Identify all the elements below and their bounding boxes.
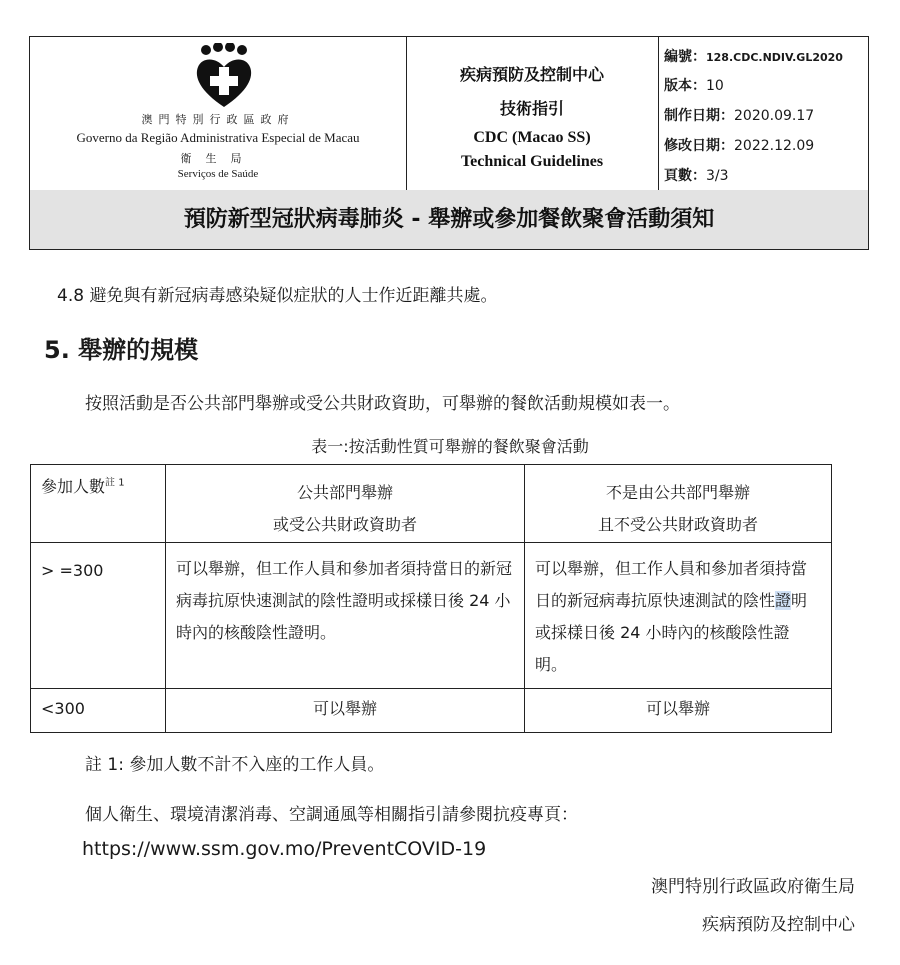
header-private: 不是由公共部門舉辦 且不受公共財政資助者 [525,465,832,543]
event-scale-table [30,464,832,733]
table-row [31,689,832,733]
header-public: 公共部門舉辦 或受公共財政資助者 [166,465,525,543]
public-requirement-cell: 可以舉辦，但工作人員和參加者須持當日的新冠病毒抗原快速測試的陰性證明或採樣日後 24 小時內的核酸陰性證明。 [166,543,525,689]
item-4-8: 4.8 避免與有新冠病毒感染疑似症狀的人士作近距離共處。 [57,286,498,306]
signature-bureau: 澳門特別行政區政府衛生局 [651,877,855,897]
note-1-mark: 註 1 [105,477,125,489]
section-5-intro: 按照活動是否公共部門舉辦或受公共財政資助，可舉辦的餐飲活動規模如表一。 [85,394,680,414]
note-1: 註 1: 參加人數不計不入座的工作人員。 [85,755,385,775]
department-name-pt: Serviços de Saúde [177,168,259,180]
table-header-row [31,465,832,543]
health-bureau-logo-icon [194,43,254,109]
private-requirement-cell: 可以舉辦，但工作人員和參加者須持當日的新冠病毒抗原快速測試的陰性證明或採樣日後 24 小時內的核酸陰性證明。 [525,543,832,689]
guideline-title-en-1: CDC (Macao SS) [473,129,591,146]
hygiene-reference: 個人衛生、環境清潔消毒、空調通風等相關指引請參閱抗疫專頁： [85,805,578,825]
count-cell: <300 [31,689,166,733]
government-name-pt: Governo da Região Administrativa Especial de Macau [76,130,360,145]
document-header [29,36,869,250]
doc-version: 版本：10 [664,78,724,94]
signature-center: 疾病預防及控制中心 [702,915,855,935]
guideline-title-zh: 技術指引 [499,99,564,118]
document-title-banner: 預防新型冠狀病毒肺炎 - 舉辦或參加餐飲聚會活動須知 [30,190,868,249]
header-meta-cell [658,37,868,190]
department-name-zh: 衛生局 [180,153,256,165]
government-name-zh: 澳門特別行政區政府 [141,114,295,126]
public-requirement-cell: 可以舉辦 [166,689,525,733]
covid-page-link[interactable]: https://www.ssm.gov.mo/PreventCOVID-19 [82,838,487,860]
guideline-title-en-2: Technical Guidelines [460,153,604,170]
header-agency-cell [30,37,407,190]
header-guideline-cell [406,37,659,190]
count-cell: > =300 [31,543,166,689]
center-name: 疾病預防及控制中心 [459,65,604,84]
private-requirement-cell: 可以舉辦 [525,689,832,733]
doc-code: 編號：128.CDC.NDIV.GL2020 [664,49,843,65]
section-5-heading: 5. 舉辦的規模 [44,336,199,364]
header-participants: 參加人數$^{註 1}$ [31,465,166,543]
doc-created-date: 制作日期：2020.09.17 [664,108,815,124]
highlighted-char: 證 [775,591,792,610]
table-caption: 表一:按活動性質可舉辦的餐飲聚會活動 [311,437,589,456]
header-info-row [30,37,868,191]
doc-pages: 頁數：3/3 [664,168,729,184]
table-row [31,543,832,689]
doc-revised-date: 修改日期：2022.12.09 [664,138,815,154]
